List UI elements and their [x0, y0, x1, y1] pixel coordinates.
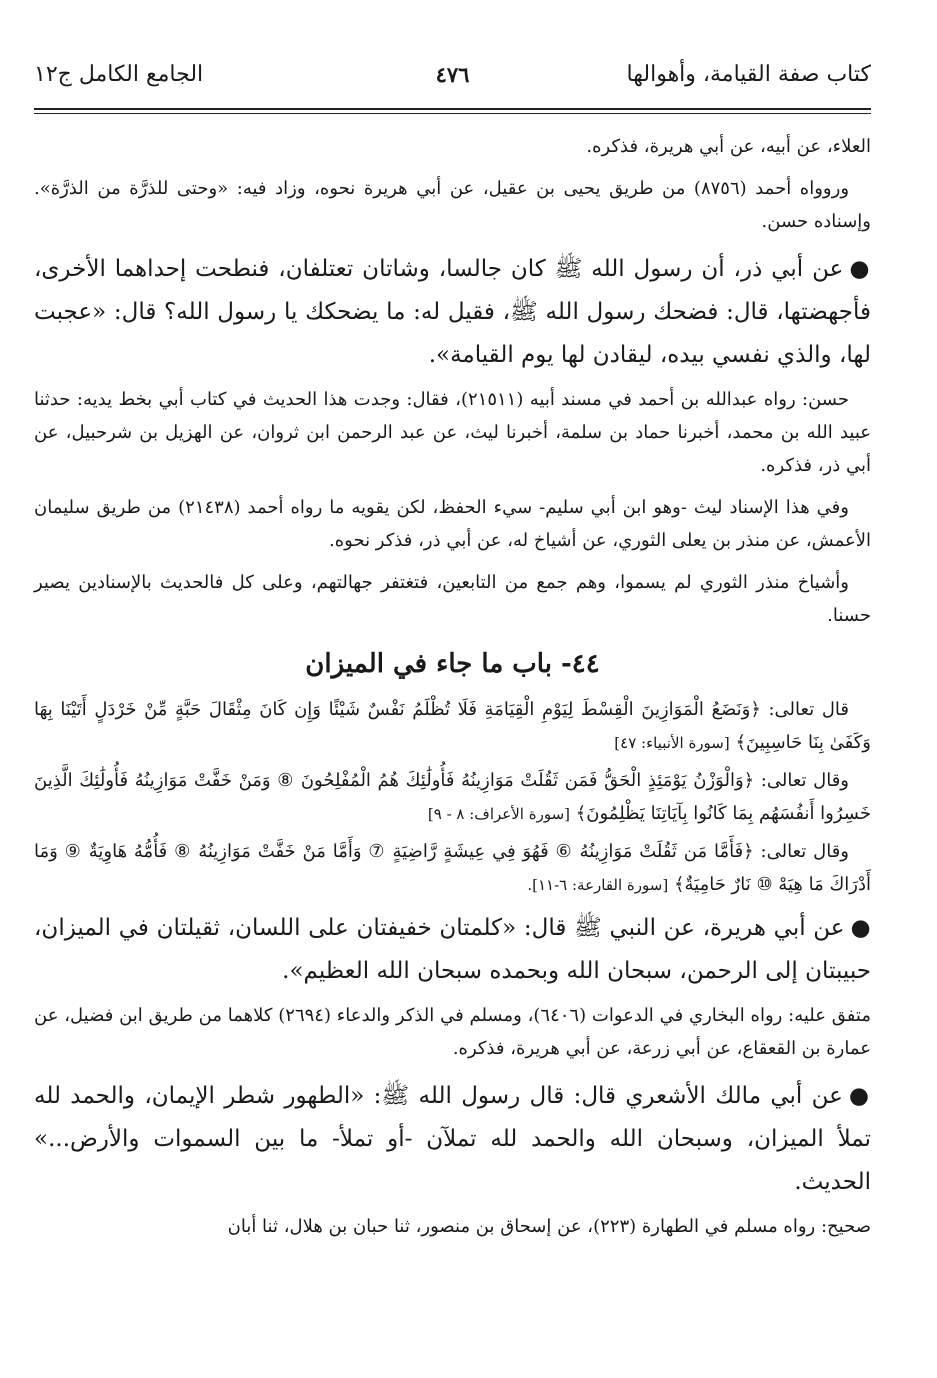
- volume-title: الجامع الكامل ج١٢: [34, 62, 204, 87]
- hadith-paragraph: [34, 906, 871, 993]
- hadith-paragraph: [34, 247, 871, 377]
- takhrij-note: العلاء، عن أبيه، عن أبي هريرة، فذكره.: [586, 136, 871, 157]
- verse-reference: [سورة القارعة: ٦-١١].: [527, 876, 669, 894]
- takhrij-note: وروواه أحمد (٨٧٥٦) من طريق يحيى بن عقيل، عن أبي هريرة نحوه، وزاد فيه: «وحتى للذرَّة من الذرَّة». وإسناده حسن.: [34, 178, 871, 232]
- page-body: [34, 130, 871, 1252]
- bullet-icon: ●: [849, 255, 871, 282]
- quran-verse: [34, 835, 871, 902]
- verse-reference: [سورة الأنبياء: ٤٧]: [614, 734, 730, 752]
- hadith-text: عن أبي مالك الأشعري قال: قال رسول الله ﷺ: «الطهور شطر الإيمان، والحمد لله تملأ الميزان، وسبحان الله والحمد لله تملآن -أو تملأ- ما بين السموات والأرض...» الحديث.: [34, 1083, 871, 1195]
- takhrij-note: صحيح: رواه مسلم في الطهارة (٢٢٣)، عن إسحاق بن منصور، ثنا حبان بن هلال، ثنا أبان: [227, 1216, 871, 1237]
- hadith-paragraph: [34, 1074, 871, 1204]
- page-header: [34, 62, 871, 96]
- takhrij-note: حسن: رواه عبدالله بن أحمد في مسند أبيه (٢١٥١١)، فقال: وجدت هذا الحديث في كتاب أبي بخط يديه: حدثنا عبيد الله بن محمد، أخبرنا حماد بن سلمة، أخبرنا ليث، عن عبد الرحمن ابن ثروان، عن الهزيل بن شرحبيل، عن أبي ذر، فذكره.: [34, 389, 871, 476]
- bullet-icon: ●: [848, 1082, 871, 1109]
- quran-verse: [34, 693, 871, 760]
- quran-verse: [34, 764, 871, 831]
- hadith-text: عن أبي هريرة، عن النبي ﷺ قال: «كلمتان خفيفتان على اللسان، ثقيلتان في الميزان، حبيبتان إلى الرحمن، سبحان الله وبحمده سبحان الله العظيم».: [34, 915, 871, 984]
- verse-reference: [سورة الأعراف: ٨ - ٩]: [427, 805, 570, 823]
- takhrij-note: وفي هذا الإسناد ليث -وهو ابن أبي سليم- سيء الحفظ، لكن يقويه ما رواه أحمد (٢١٤٣٨) من طريق سليمان الأعمش، عن منذر بن يعلى الثوري، عن أشياخ له، عن أبي ذر، فذكر نحوه.: [34, 497, 871, 551]
- takhrij-note: متفق عليه: رواه البخاري في الدعوات (٦٤٠٦)، ومسلم في الذكر والدعاء (٢٦٩٤) كلاهما من طريق ابن فضيل، عن عمارة بن القعقاع، عن أبي زرعة، عن أبي هريرة، فذكره.: [34, 1005, 871, 1059]
- takhrij-note: وأشياخ منذر الثوري لم يسموا، وهم جمع من التابعين، فتغتفر جهالتهم، وعلى كل فالحديث بالإسنادين يصير حسنا.: [34, 572, 871, 626]
- header-rule-thin: [34, 113, 871, 114]
- page-number: ٤٧٦: [435, 62, 470, 87]
- chapter-title: ٤٤- باب ما جاء في الميزان: [305, 649, 600, 679]
- hadith-text: عن أبي ذر، أن رسول الله ﷺ كان جالسا، وشاتان تعتلفان، فنطحت إحداهما الأخرى، فأجهضتها، قال: فضحك رسول الله ﷺ، فقيل له: ما يضحكك يا رسول الله؟ قال: «عجبت لها، والذي نفسي بيده، ليقادن لها يوم القيامة».: [34, 256, 871, 368]
- header-rule-thick: [34, 108, 871, 110]
- book-title: كتاب صفة القيامة، وأهوالها: [626, 62, 871, 87]
- verse-text: وقال تعالى: ﴿فَأَمَّا مَن ثَقُلَتْ مَوَازِينُهُ ⑥ فَهُوَ فِي عِيشَةٍ رَّاضِيَةٍ ⑦ وَأَمَّا مَنْ خَفَّتْ مَوَازِينُهُ ⑧ فَأُمُّهُ هَاوِيَةٌ ⑨ وَمَا أَدْرَاكَ مَا هِيَهْ ⑩ نَارٌ حَامِيَةٌ﴾: [34, 841, 871, 895]
- verse-text: قال تعالى: ﴿وَنَضَعُ الْمَوَازِينَ الْقِسْطَ لِيَوْمِ الْقِيَامَةِ فَلَا تُظْلَمُ نَفْسٌ شَيْئًا وَإِن كَانَ مِثْقَالَ حَبَّةٍ مِّنْ خَرْدَلٍ أَتَيْنَا بِهَا وَكَفَىٰ بِنَا حَاسِبِينَ﴾: [34, 699, 871, 753]
- verse-text: وقال تعالى: ﴿وَالْوَزْنُ يَوْمَئِذٍ الْحَقُّ فَمَن ثَقُلَتْ مَوَازِينُهُ فَأُولَٰئِكَ هُمُ الْمُفْلِحُونَ ⑧ وَمَنْ خَفَّتْ مَوَازِينُهُ فَأُولَٰئِكَ الَّذِينَ خَسِرُوا أَنفُسَهُم بِمَا كَانُوا بِآيَاتِنَا يَظْلِمُونَ﴾: [34, 770, 871, 824]
- bullet-icon: ●: [850, 914, 871, 941]
